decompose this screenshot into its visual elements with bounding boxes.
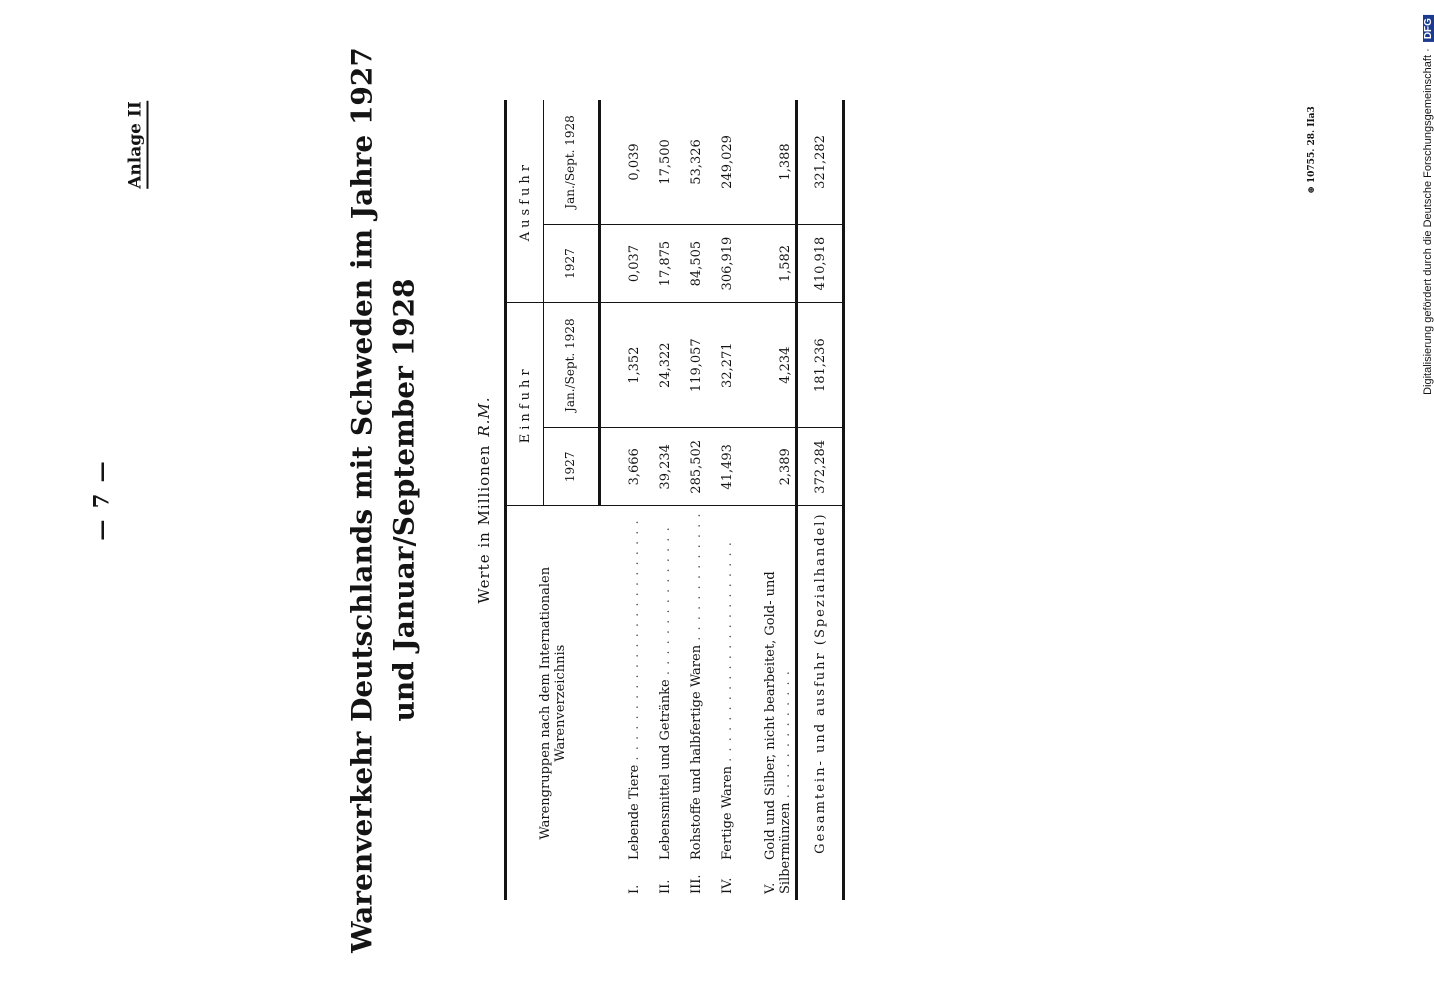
cell-import-1927: 39,234 — [650, 428, 681, 506]
cell-export-1927: 17,875 — [650, 224, 681, 302]
table-row — [681, 100, 712, 900]
cell-export-1928: 249,029 — [720, 135, 735, 189]
cell-import-1928: 24,322 — [650, 303, 681, 428]
import-1927-header: 1927 — [544, 428, 600, 506]
digitization-text: Digitalisierung gefördert durch die Deutsche Forschungsgemeinschaft — [1422, 54, 1434, 395]
cell-import-1928: 32,271 — [712, 303, 743, 428]
row-label: III.Rohstoffe und halbfertige Waren . . . . . . . . . . . . . — [681, 506, 712, 900]
cell-export-1928: 53,326 — [689, 139, 704, 185]
table-row — [743, 100, 797, 900]
export-header: Ausfuhr — [506, 100, 544, 303]
cell-import-1927: 41,493 — [712, 428, 743, 506]
cell-import-1927: 3,666 — [619, 428, 650, 506]
page-number: — 7 — — [88, 459, 114, 541]
digitization-note: Digitalisierung gefördert durch die Deutsche Forschungsgemeinschaft · DFG — [1422, 15, 1434, 395]
row-label: V.Gold und Silber, nicht bearbeitet, Gold- und Silbermünzen . . . . . . . . . . . . . — [743, 506, 797, 900]
cell-export-1927: 306,919 — [712, 224, 743, 302]
cell-export-1927: 1,582 — [743, 224, 797, 302]
cell-import-1927: 2,389 — [743, 428, 797, 506]
row-label: II.Lebensmittel und Getränke . . . . . . . . . . . . . . . — [650, 506, 681, 900]
subtitle — [475, 396, 493, 603]
cell-export-1927: 0,037 — [619, 224, 650, 302]
cell-import-1928: 1,352 — [619, 303, 650, 428]
total-import-1928: 181,236 — [797, 303, 844, 428]
table-row — [650, 100, 681, 900]
subtitle-text: Werte in Millionen — [475, 444, 493, 604]
category-header: Warengruppen nach dem Internationalen Warenverzeichnis — [506, 506, 600, 900]
title-line-1: Warenverkehr Deutschlands mit Schweden im Jahre 1927 — [345, 47, 379, 953]
export-1927-header: 1927 — [544, 224, 600, 302]
cell-export-1928: 0,039 — [627, 143, 642, 181]
total-export-1927: 410,918 — [797, 224, 844, 302]
total-export-1928: 321,282 — [797, 100, 844, 224]
cell-export-1928: 1,388 — [778, 143, 793, 181]
row-label: IV.Fertige Waren . . . . . . . . . . . . . . . . . . . . . . — [712, 506, 743, 900]
row-label: I.Lebende Tiere . . . . . . . . . . . . . . . . . . . . . . . . — [619, 506, 650, 900]
import-header: Einfuhr — [506, 303, 544, 506]
title-line-2: und Januar/September 1928 — [387, 278, 421, 722]
total-label: Gesamtein- und ausfuhr (Spezialhandel) — [797, 506, 844, 900]
trade-table-wrap — [504, 100, 836, 900]
cell-import-1928: 4,234 — [743, 303, 797, 428]
trade-table — [504, 100, 845, 900]
cell-export-1927: 84,505 — [681, 224, 712, 302]
dfg-logo: DFG — [1423, 15, 1434, 42]
cell-import-1927: 285,502 — [681, 428, 712, 506]
table-row — [712, 100, 743, 900]
appendix-label: Anlage II — [126, 101, 149, 189]
export-1928-header: Jan./Sept. 1928 — [544, 100, 600, 224]
total-row — [797, 100, 844, 900]
total-import-1927: 372,284 — [797, 428, 844, 506]
subtitle-unit: R.M. — [475, 396, 493, 437]
print-footnote: ⊕ 10755. 28. IIa3 — [1307, 106, 1317, 194]
cell-export-1928: 17,500 — [658, 139, 673, 185]
cell-import-1928: 119,057 — [681, 303, 712, 428]
import-1928-header: Jan./Sept. 1928 — [544, 303, 600, 428]
table-row — [619, 100, 650, 900]
